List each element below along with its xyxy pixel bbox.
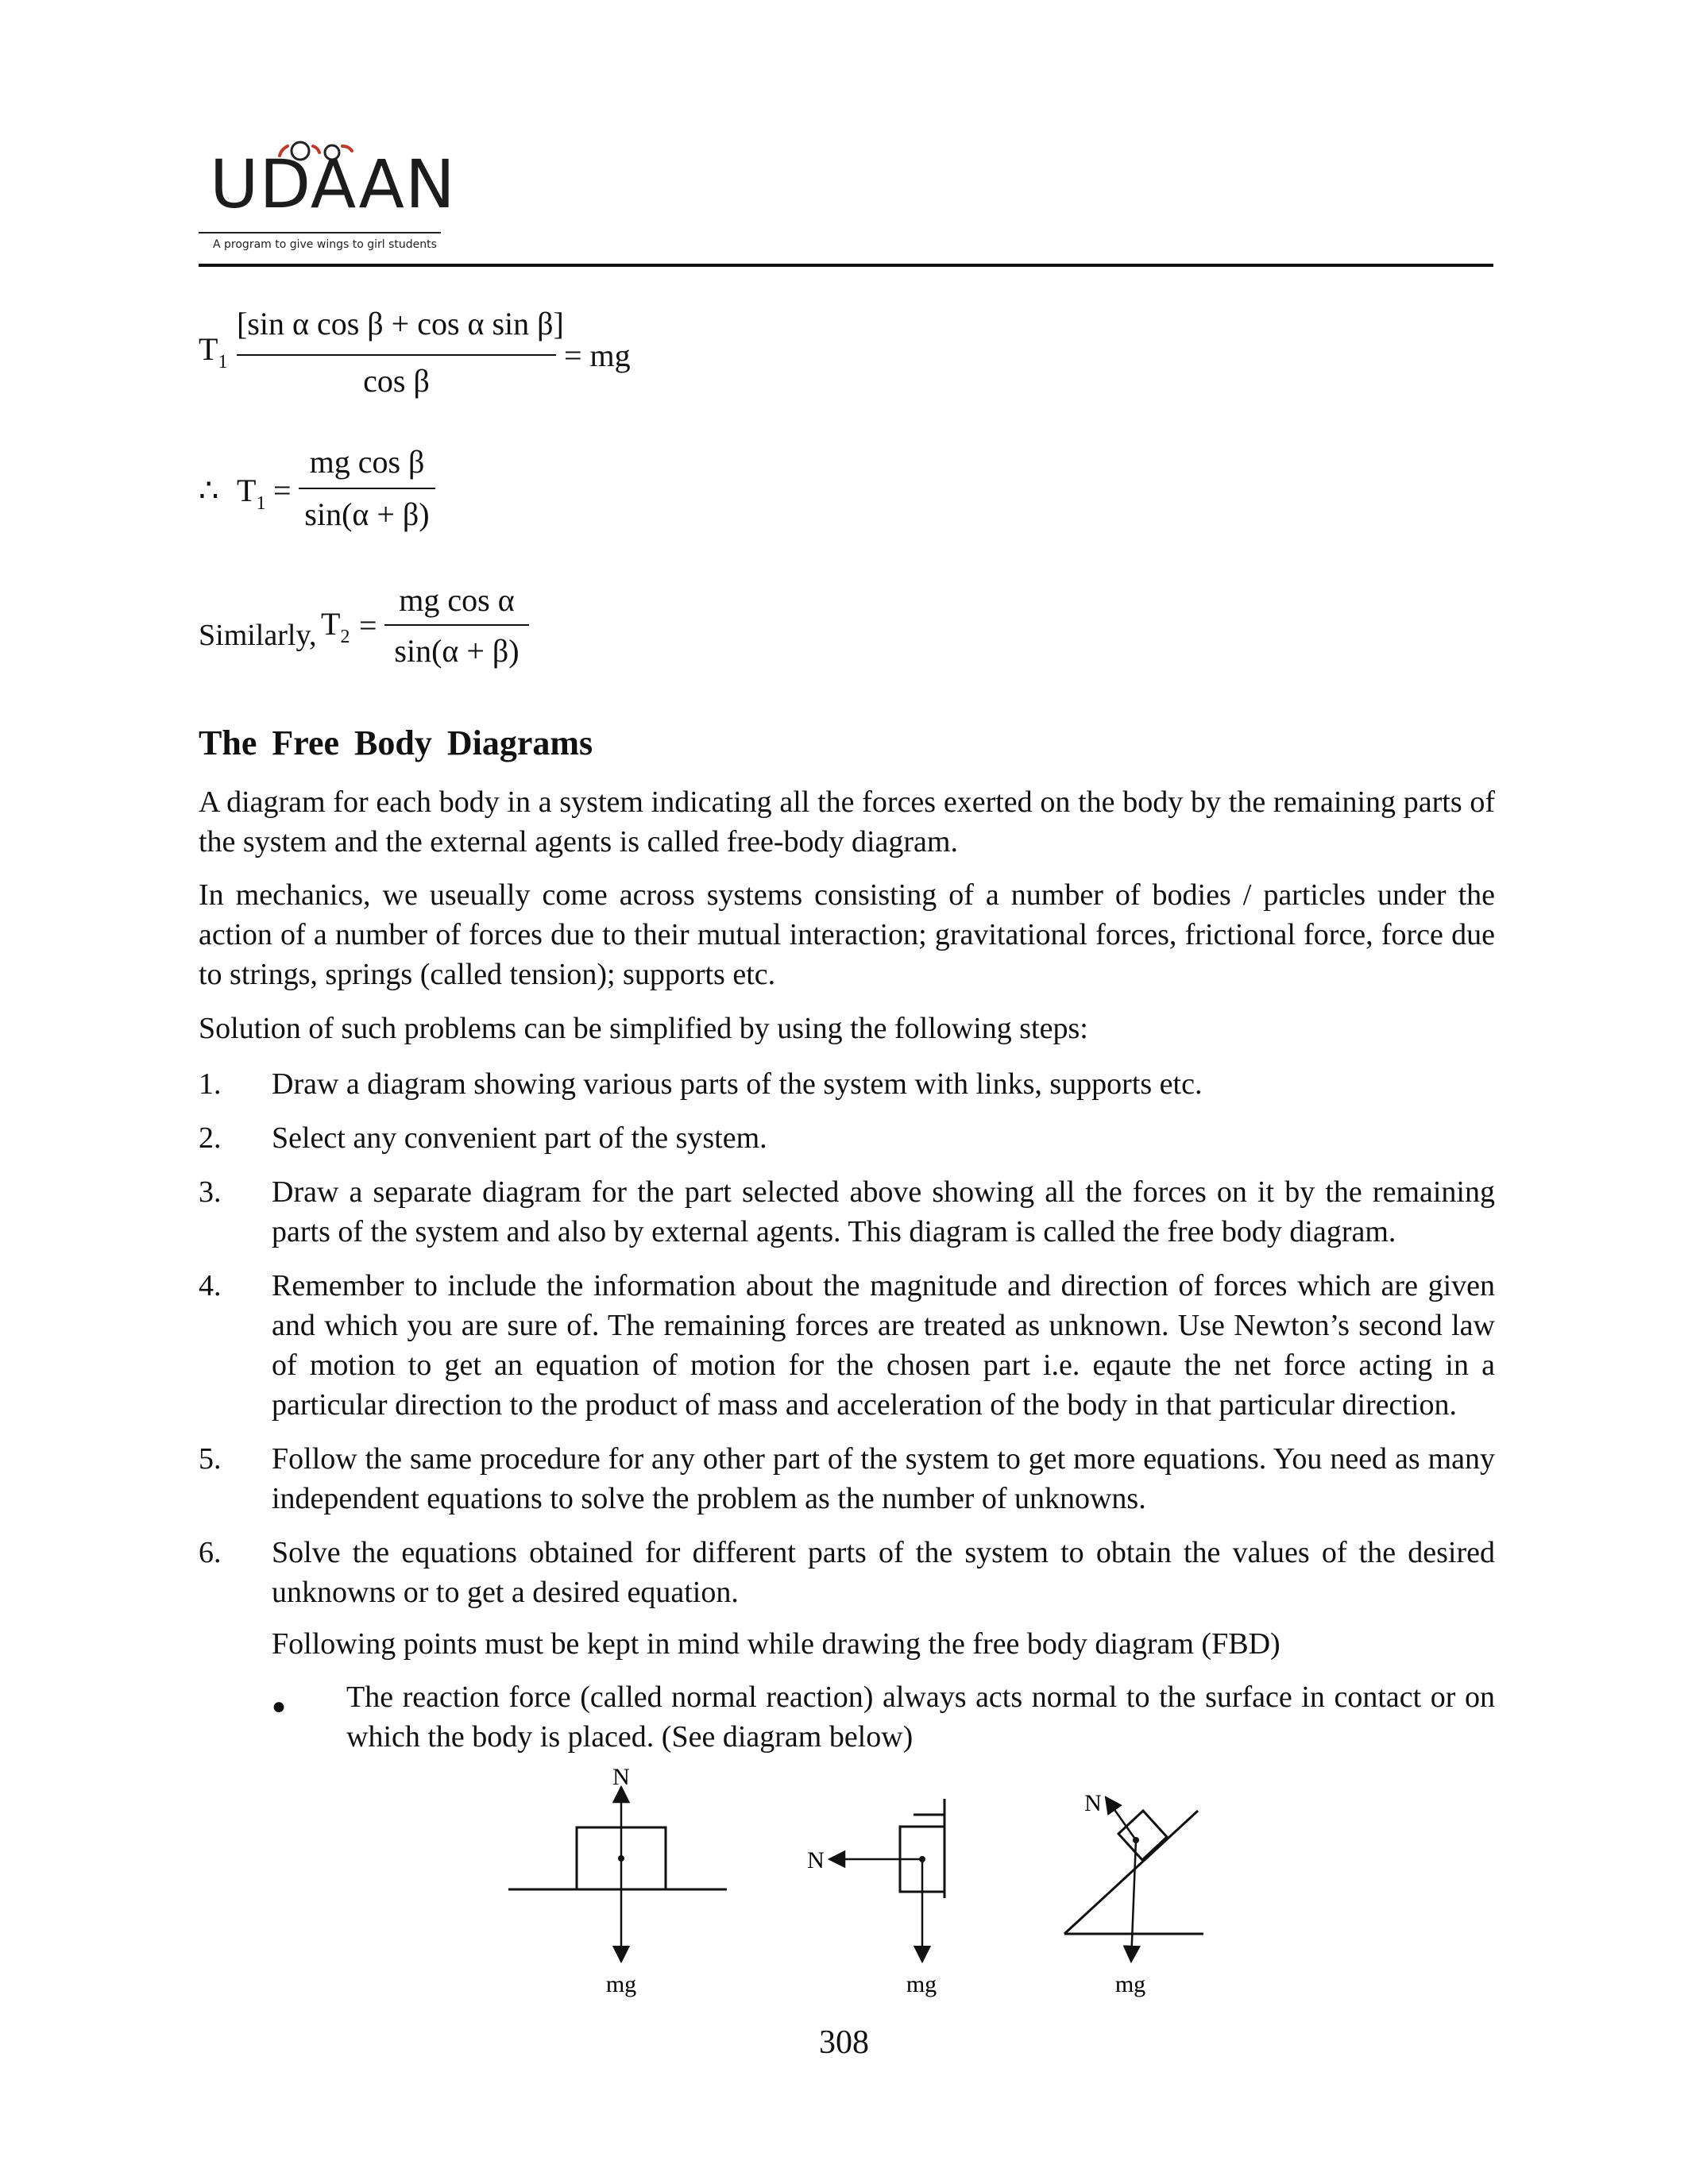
eq3-equals: =	[359, 608, 377, 643]
diagram-inclined-plane	[1064, 1790, 1203, 1997]
incline-line	[1064, 1811, 1198, 1934]
normal-arrow-3	[1106, 1797, 1136, 1840]
weight-label-1: mg	[605, 1971, 637, 1997]
eq3-denominator: sin(α + β)	[394, 633, 520, 669]
weight-label-2: mg	[906, 1971, 937, 1997]
logo-text: UDAAN	[210, 145, 456, 223]
weight-arrow-3	[1131, 1840, 1136, 1962]
block-3	[1118, 1811, 1167, 1860]
bullet-icon: ●	[272, 1693, 287, 1719]
normal-label-2: N	[807, 1847, 825, 1873]
bullet-text: The reaction force (called normal reaction) always acts normal to the surface in contact or on which the body is placed. (See diagram below)	[346, 1680, 1495, 1754]
eq3-lhs: $T_2$	[321, 606, 350, 647]
eq3-numerator: mg cos α	[399, 582, 515, 618]
paragraph-mechanics: In mechanics, we useually come across systems consisting of a number of bodies / particles under the action of a number of forces due to their mutual interaction; gravitational forces, frictional force, force due to strings, springs (called tension); supports etc.	[199, 878, 1495, 991]
eq2-equals: =	[273, 473, 292, 508]
paragraph-steps-intro: Solution of such problems can be simplified by using the following steps:	[199, 1012, 1088, 1045]
section-heading: The Free Body Diagrams	[199, 723, 593, 762]
eq2-numerator: mg cos β	[309, 444, 425, 480]
logo-tagline: A program to give wings to girl students	[213, 238, 437, 251]
eq1-lhs: $T_1$	[199, 331, 228, 372]
normal-label-3: N	[1084, 1790, 1102, 1816]
eq3-similarly: Similarly,	[199, 619, 317, 652]
eq2-lhs: $T_1$	[237, 473, 266, 514]
diagram-vertical-wall	[807, 1799, 944, 1997]
page-number: 308	[819, 2024, 869, 2061]
normal-label-1: N	[612, 1764, 630, 1790]
paragraph-definition: A diagram for each body in a system indicating all the forces exerted on the body by the remaining parts of the system and the external agents is called free-body diagram.	[199, 785, 1495, 859]
eq1-numerator: [sin α cos β + cos α sin β]	[237, 306, 564, 341]
fbd-intro: Following points must be kept in mind while drawing the free body diagram (FBD)	[272, 1627, 1280, 1661]
eq1-rhs: = mg	[564, 338, 631, 373]
weight-label-3: mg	[1114, 1971, 1146, 1997]
diagram-horizontal-surface	[508, 1764, 727, 1997]
eq2-therefore: ∴	[199, 473, 219, 508]
eq1-denominator: cos β	[363, 363, 430, 399]
eq2-denominator: sin(α + β)	[304, 496, 430, 532]
